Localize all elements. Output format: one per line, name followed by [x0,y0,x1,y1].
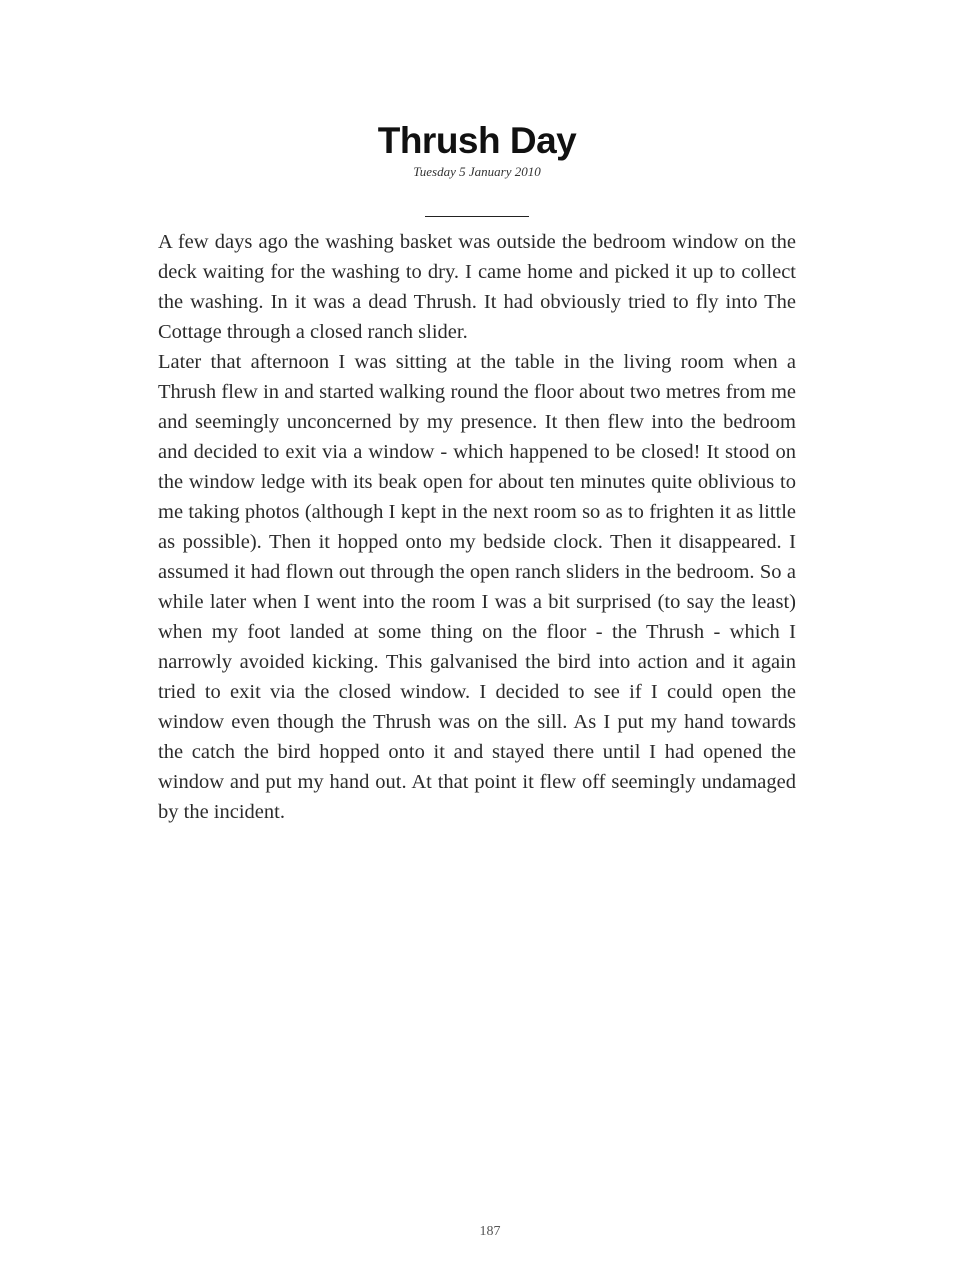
article-body [158,227,796,827]
title-divider [425,216,529,217]
page-title: Thrush Day [377,120,577,161]
paragraph: Later that afternoon I was sitting at the table in the living room when a Thrush flew in and started walking round the floor about two metres from me and seemingly unconcerned by my presence. It then flew into the bedroom and decided to exit via a window - which happened to be closed! It stood on the window ledge with its beak open for about ten minutes quite oblivious to me taking photos (although I kept in the next room so as to frighten it as little as possible). Then it hopped onto my bedside clock. Then it disappeared. I assumed it had flown out through the open ranch sliders in the bedroom. So a while later when I went into the room I was a bit surprised (to say the least) when my foot landed at some thing on the floor - the Thrush - which I narrowly avoided kicking. This galvanised the bird into action and it again tried to exit via the closed window. I decided to see if I could open the window even though the Thrush was on the sill. As I put my hand towards the catch the bird hopped onto it and stayed there until I had opened the window and put my hand out. At that point it flew off seemingly undamaged by the incident. [158,351,796,823]
paragraph: A few days ago the washing basket was outside the bedroom window on the deck waiting for the washing to dry. I came home and picked it up to collect the washing. In it was a dead Thrush. It had obviously tried to fly into The Cottage through a closed ranch slider. [158,231,796,343]
entry-date: Tuesday 5 January 2010 [413,164,541,179]
page-number: 187 [479,1224,501,1239]
